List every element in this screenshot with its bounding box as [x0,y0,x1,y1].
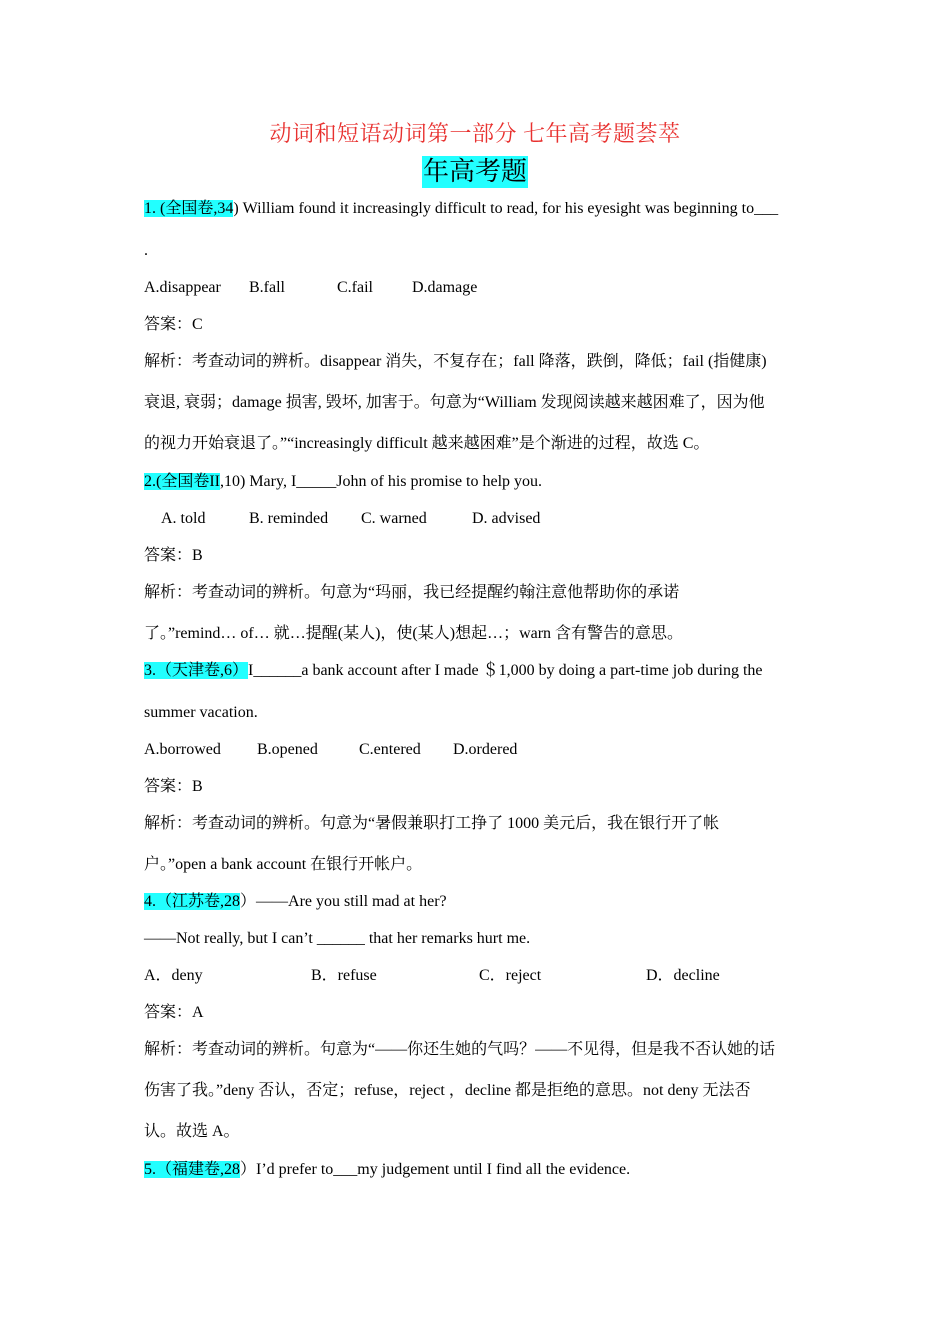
page-title: 动词和短语动词第一部分 七年高考题荟萃 [269,121,681,146]
subtitle-wrap [0,156,950,188]
question-3-option-a: A.borrowed [144,741,221,758]
question-1-option-a: A.disappear [144,279,221,296]
question-2-analysis-line: 了。”remind… of… 就…提醒(某人)，使(某人)想起…；warn 含有警告的意思。 [144,625,684,642]
question-1-stem [144,198,806,220]
question-5-text: ）I’d prefer to___my judgement until I find all the evidence. [240,1161,631,1178]
question-4-analysis-line: 认。故选 A。 [144,1123,240,1140]
question-3-option-d: D.ordered [453,741,518,758]
question-1-analysis-line: 解析：考查动词的辨析。disappear 消失，不复存在；fall 降落，跌倒，降低；fail (指健康) [144,353,767,370]
question-1-tag: 1. (全国卷,34 [144,200,234,217]
question-1-option-c: C.fail [337,279,373,296]
question-1-analysis-line: 的视力开始衰退了。”“increasingly difficult 越来越困难”是个渐进的过程，故选 C。 [144,435,710,452]
question-4-tag: 4.（江苏卷,28 [144,893,241,910]
question-5-tag: 5.（福建卷,28 [144,1161,241,1178]
question-4-analysis-line: 解析：考查动词的辨析。句意为“——你还生她的气吗？——不见得，但是我不否认她的话 [144,1041,776,1058]
question-1-analysis-line: 衰退, 衰弱；damage 损害, 毁坏, 加害于。句意为“William 发现阅读越来越困难了，因为他 [144,394,765,411]
question-4-text: ）——Are you still mad at her? [240,893,447,910]
question-2-option-b: B. reminded [249,510,329,527]
question-5-stem [144,1159,806,1181]
question-4-stem [144,891,806,913]
question-3-answer: 答案：B [144,778,203,795]
question-3-tag: 3.（天津卷,6） [144,662,249,679]
question-1-option-d: D.damage [412,279,478,296]
question-4-option-b: B．refuse [311,967,377,984]
question-3-stem [144,660,806,682]
question-2-answer: 答案：B [144,547,203,564]
question-4-answer: 答案：A [144,1004,204,1021]
question-2-option-c: C. warned [361,510,427,527]
question-4-option-d: D．decline [646,967,720,984]
question-3-option-b: B.opened [257,741,318,758]
question-2-tag: 2.(全国卷II [144,473,220,490]
question-1-answer: 答案：C [144,316,203,333]
question-4-stem-cont: ——Not really, but I can’t ______ that her remarks hurt me. [144,930,531,947]
question-4-option-a: A．deny [144,967,203,984]
question-3-text: I______a bank account after I made ＄1,000 by doing a part-time job during the [248,662,763,679]
question-4-analysis-line: 伤害了我。”deny 否认，否定；refuse，reject ，decline 都是拒绝的意思。not deny 无法否 [144,1082,751,1099]
question-2-stem [144,471,806,493]
question-3-stem-cont: summer vacation. [144,704,258,721]
question-3-option-c: C.entered [359,741,421,758]
question-1-option-b: B.fall [249,279,285,296]
question-1-stem-cont: . [144,242,148,259]
question-2-option-a: A. told [161,510,206,527]
question-2-option-d: D. advised [472,510,541,527]
question-4-option-c: C．reject [479,967,542,984]
question-2-analysis-line: 解析：考查动词的辨析。句意为“玛丽，我已经提醒约翰注意他帮助你的承诺 [144,584,680,601]
question-1-text: ) William found it increasingly difficult to read, for his eyesight was beginning to___ [233,200,779,217]
page-subtitle: 年高考题 [422,157,527,186]
question-2-text: ,10) Mary, I_____John of his promise to help you. [220,473,543,490]
question-3-analysis-line: 户。”open a bank account 在银行开帐户。 [144,856,423,873]
question-3-analysis-line: 解析：考查动词的辨析。句意为“暑假兼职打工挣了 1000 美元后，我在银行开了帐 [144,815,720,832]
